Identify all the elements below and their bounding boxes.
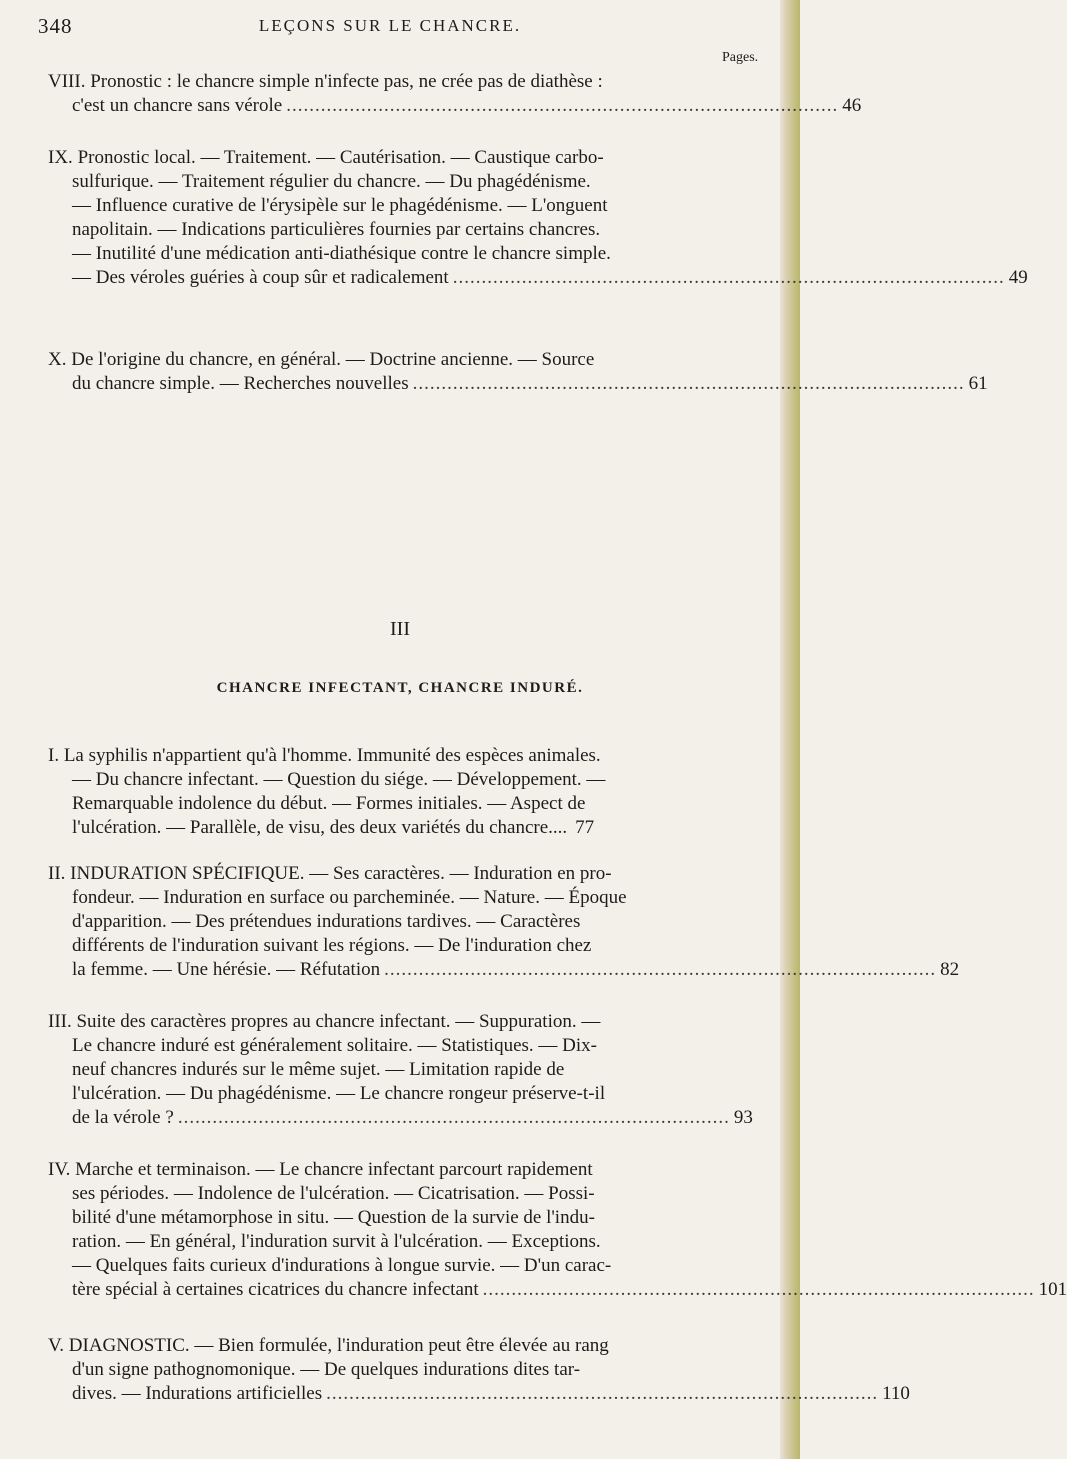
- entry-number: III.: [48, 1011, 72, 1032]
- entry-text: fondeur. — Induration en surface ou parcheminée. — Nature. — Époque: [72, 887, 627, 908]
- entry-text: l'ulcération. — Parallèle, de visu, des deux variétés du chancre....: [72, 817, 568, 838]
- page-edge-shadow: [780, 0, 800, 1459]
- dot-leader: ................................................................................................: [412, 373, 965, 394]
- entry-text: — Des véroles guéries à coup sûr et radicalement: [72, 267, 449, 288]
- toc-line-with-page: [48, 1382, 910, 1406]
- dot-leader: ................................................................................................: [326, 1383, 879, 1404]
- toc-line: [48, 70, 748, 94]
- page-reference: 82: [940, 959, 960, 980]
- entry-number: IV.: [48, 1159, 71, 1180]
- toc-entry-ii: [48, 862, 960, 982]
- entry-text: napolitain. — Indications particulières fournies par certains chancres.: [72, 219, 601, 240]
- page-reference: 93: [733, 1107, 753, 1128]
- toc-entry-viii: [48, 70, 862, 118]
- entry-text: ration. — En général, l'induration survit à l'ulcération. — Exceptions.: [72, 1231, 601, 1252]
- dot-leader: ................................................................................................: [482, 1279, 1035, 1300]
- entry-text: l'ulcération. — Du phagédénisme. — Le chancre rongeur préserve-t-il: [72, 1083, 606, 1104]
- entry-text: INDURATION SPÉCIFIQUE. — Ses caractères. — Induration en pro-: [70, 863, 612, 884]
- entry-number: IX.: [48, 147, 73, 168]
- dot-leader: ................................................................................................: [384, 959, 937, 980]
- toc-entry-ix: [48, 146, 1028, 290]
- page-reference: 101: [1038, 1279, 1067, 1300]
- entry-number: I.: [48, 745, 60, 766]
- entry-text: — Inutilité d'une médication anti-diathésique contre le chancre simple.: [72, 243, 611, 264]
- entry-text: dives. — Indurations artificielles: [72, 1383, 323, 1404]
- entry-number: X.: [48, 349, 67, 370]
- page-reference: 46: [842, 95, 862, 116]
- toc-line-with-page: [48, 266, 1028, 290]
- section-number: III: [390, 618, 410, 640]
- entry-text: De l'origine du chancre, en général. — Doctrine ancienne. — Source: [71, 349, 595, 370]
- entry-text: tère spécial à certaines cicatrices du chancre infectant: [72, 1279, 479, 1300]
- toc-line: [48, 1334, 748, 1358]
- section-title: CHANCRE INFECTANT, CHANCRE INDURÉ.: [216, 680, 584, 696]
- entry-text: d'apparition. — Des prétendues indurations tardives. — Caractères: [72, 911, 581, 932]
- page-reference: 61: [968, 373, 988, 394]
- entry-text: Pronostic : le chancre simple n'infecte pas, ne crée pas de diathèse :: [90, 71, 603, 92]
- entry-text: de la vérole ?: [72, 1107, 174, 1128]
- toc-entry-i: [48, 744, 748, 840]
- entry-text: bilité d'une métamorphose in situ. — Question de la survie de l'indu-: [72, 1207, 595, 1228]
- entry-text: — Influence curative de l'érysipèle sur le phagédénisme. — L'onguent: [72, 195, 608, 216]
- pages-column-label: Pages.: [722, 50, 759, 65]
- toc-line: [48, 348, 748, 372]
- running-head: LEÇONS SUR LE CHANCRE.: [258, 16, 522, 35]
- entry-text: DIAGNOSTIC. — Bien formulée, l'induration peut être élevée au rang: [68, 1335, 609, 1356]
- toc-line: [48, 744, 748, 768]
- dot-leader: ................................................................................................: [452, 267, 1005, 288]
- entry-text: Le chancre induré est généralement solitaire. — Statistiques. — Dix-: [72, 1035, 597, 1056]
- entry-text: — Quelques faits curieux d'indurations à longue survie. — D'un carac-: [72, 1255, 612, 1276]
- toc-line-with-page: [48, 1278, 1067, 1302]
- toc-line-with-page: [48, 958, 960, 982]
- entry-text: sulfurique. — Traitement régulier du chancre. — Du phagédénisme.: [72, 171, 591, 192]
- page-reference: 110: [882, 1383, 910, 1404]
- entry-text: Marche et terminaison. — Le chancre infectant parcourt rapidement: [75, 1159, 593, 1180]
- entry-text: Remarquable indolence du début. — Formes initiales. — Aspect de: [72, 793, 586, 814]
- toc-line: [48, 146, 748, 170]
- dot-leader: ................................................................................................: [177, 1107, 730, 1128]
- toc-line-with-page: [48, 816, 748, 840]
- toc-line: [48, 1158, 748, 1182]
- entry-text: d'un signe pathognomonique. — De quelques indurations dites tar-: [72, 1359, 581, 1380]
- entry-text: du chancre simple. — Recherches nouvelles: [72, 373, 409, 394]
- toc-entry-x: [48, 348, 988, 396]
- entry-text: c'est un chancre sans vérole: [72, 95, 283, 116]
- toc-entry-iv: [48, 1158, 1067, 1302]
- entry-text: la femme. — Une hérésie. — Réfutation: [72, 959, 381, 980]
- entry-number: V.: [48, 1335, 65, 1356]
- entry-text: neuf chancres indurés sur le même sujet. — Limitation rapide de: [72, 1059, 565, 1080]
- dot-leader: ................................................................................................: [286, 95, 839, 116]
- toc-line-with-page: [48, 1106, 753, 1130]
- entry-text: Pronostic local. — Traitement. — Cautérisation. — Caustique carbo-: [77, 147, 604, 168]
- entry-text: La syphilis n'appartient qu'à l'homme. Immunité des espèces animales.: [63, 745, 601, 766]
- page-number: 348: [38, 14, 73, 38]
- entry-text: ses périodes. — Indolence de l'ulcération. — Cicatrisation. — Possi-: [72, 1183, 595, 1204]
- page-reference: 77: [575, 817, 595, 838]
- page-reference: 49: [1008, 267, 1028, 288]
- toc-entry-iii: [48, 1010, 753, 1130]
- entry-text: — Du chancre infectant. — Question du siége. — Développement. —: [72, 769, 606, 790]
- entry-number: VIII.: [48, 71, 86, 92]
- entry-text: différents de l'induration suivant les régions. — De l'induration chez: [72, 935, 592, 956]
- toc-line-with-page: [48, 94, 862, 118]
- entry-number: II.: [48, 863, 66, 884]
- entry-text: Suite des caractères propres au chancre infectant. — Suppuration. —: [76, 1011, 601, 1032]
- toc-line: [48, 862, 748, 886]
- toc-line: [48, 1010, 748, 1034]
- toc-entry-v: [48, 1334, 910, 1406]
- toc-line-with-page: [48, 372, 988, 396]
